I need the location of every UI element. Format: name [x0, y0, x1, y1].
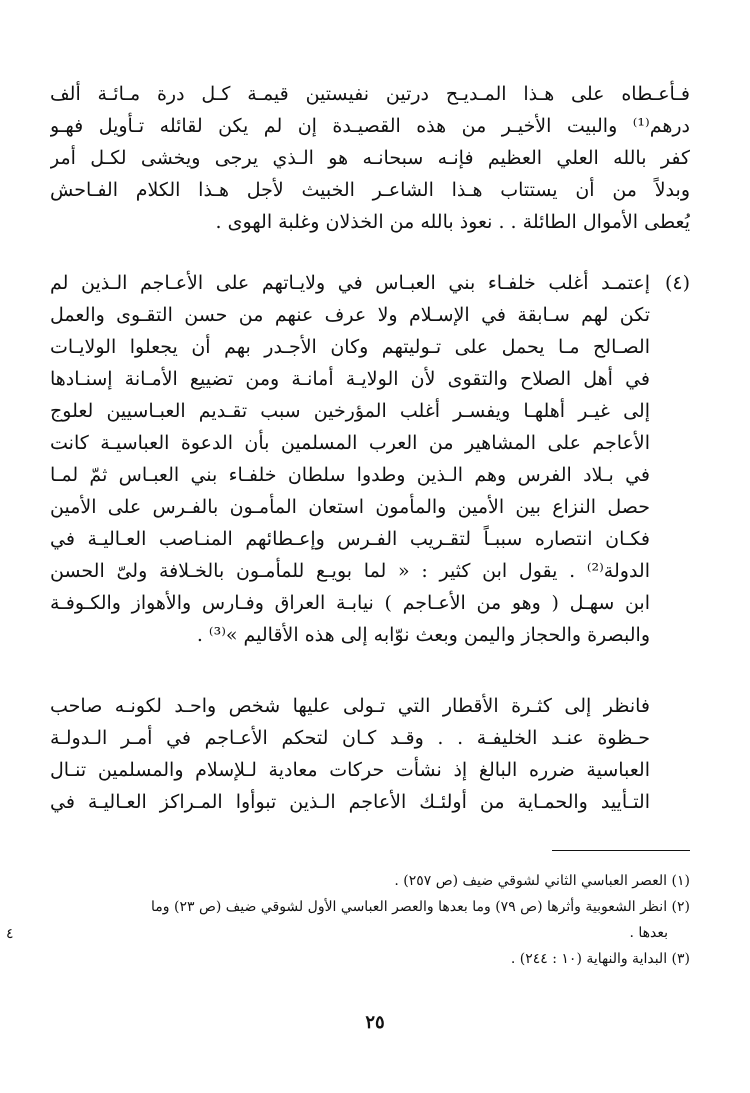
text-line: والبصرة والحجاز واليمن وبعث نوّابه إلى هذه الأقاليم »⁽³⁾ .: [196, 624, 650, 646]
text-line: يُعطى الأموال الطائلة . . نعوذ بالله من الخذلان وغلبة الهوى .: [215, 211, 690, 233]
text-line: حـظوة عنـد الخليفـة . . وقـد كـان لتحكم الأعـاجم في أمـر الـدولـة: [50, 727, 650, 749]
text-line: حصل النزاع بين الأمين والمأمون استعان المأمـون بالفـرس على الأمين: [50, 496, 650, 518]
text-line: فانظر إلى كثـرة الأقطار التي تـولى عليها شخص واحـد لكونـه صاحب: [50, 695, 650, 717]
text-line: فكـان انتصاره سببـاً لتقـريب الفـرس وإعـطائهم المنـاصب العـاليـة في: [50, 528, 650, 550]
text-line: تكن لهم سـابقة في الإسـلام ولا عرف عنهم من حسن التقـوى والعمل: [50, 304, 650, 326]
text-line: درهم⁽¹⁾ والبيت الأخيـر من هذه القصيـدة إن لم يكن لقائله تـأويل فهـو: [50, 115, 690, 137]
text-line: ابن سهـل ( وهو من الأعـاجم ) نيابـة العراق وفـارس والأهواز والكـوفـة: [50, 592, 650, 614]
footnote-3: (٣) البداية والنهاية (١٠ : ٢٤٤) .: [510, 951, 690, 967]
footnote-2: (٢) انظر الشعوبية وأثرها (ص ٧٩) وما بعدها والعصر العباسي الأول لشوقي ضيف (ص ٢٣) وما: [151, 899, 690, 915]
text-line: الأعاجم على المشاهير من العرب المسلمين بأن الدعوة العباسيـة كانت: [50, 432, 650, 454]
text-line: في أهل الصلاح والتقوى لأن الولايـة أمانـة ومن تضييع الأمـانة إسنـادها: [50, 368, 650, 390]
paragraph-3: [50, 690, 650, 818]
footnotes: [50, 868, 690, 972]
footnote-2-continuation: بعدها .: [629, 925, 668, 941]
text-line: إلى غيـر أهلهـا ويفسـر أغلب المؤرخين سبب تقـديم العبـاسيين لعلوج: [50, 400, 650, 422]
page-number: ٢٥: [365, 1012, 385, 1033]
text-line: فـأعـطاه على هـذا المـديـح درتين نفيستين قيمـة كـل درة مـائـة ألف: [50, 83, 690, 105]
text-line: وبدلاً من أن يستتاب هـذا الشاعـر الخبيث لأجل هـذا الكلام الفـاحش: [50, 179, 690, 201]
text-line: التـأييد والحمـاية من أولئـك الأعاجم الـذين تبوأوا المـراكز العـاليـة في: [50, 791, 650, 813]
text-line: كفر بالله العلي العظيم فإنـه سبحانـه هو الـذي يرجى ويخشى لكـل أمر: [50, 147, 690, 169]
item-number: (٤): [664, 272, 690, 294]
text-line: في بـلاد الفرس وهم الـذين وطدوا سلطان خلفـاء بني العبـاس ثمّ لمـا: [50, 464, 650, 486]
text-line: إعتمـد أغلب خلفـاء بني العبـاس في ولايـاتهم على الأعـاجم الـذين لم: [50, 272, 650, 294]
text-line: العباسية ضرره البالغ إذ نشأت حركات معادية لـلإسلام والمسلمين تنـال: [50, 759, 650, 781]
text-line: الصـالح مـا يحمل على تـوليتهم وكان الأجـدر بهم أن يجعلوا الولايـات: [50, 336, 650, 358]
footnote-divider: [552, 850, 690, 851]
numbered-item-4: [50, 267, 690, 651]
paragraph-1: [50, 78, 690, 238]
text-line: الدولة⁽²⁾ . يقول ابن كثير : « لما بويـع للمأمـون بالخـلافة ولىّ الحسن: [50, 560, 650, 582]
footnote-1: (١) العصر العباسي الثاني لشوقي ضيف (ص ٢٥٧) .: [394, 873, 690, 889]
margin-mark: ٤: [6, 926, 14, 942]
